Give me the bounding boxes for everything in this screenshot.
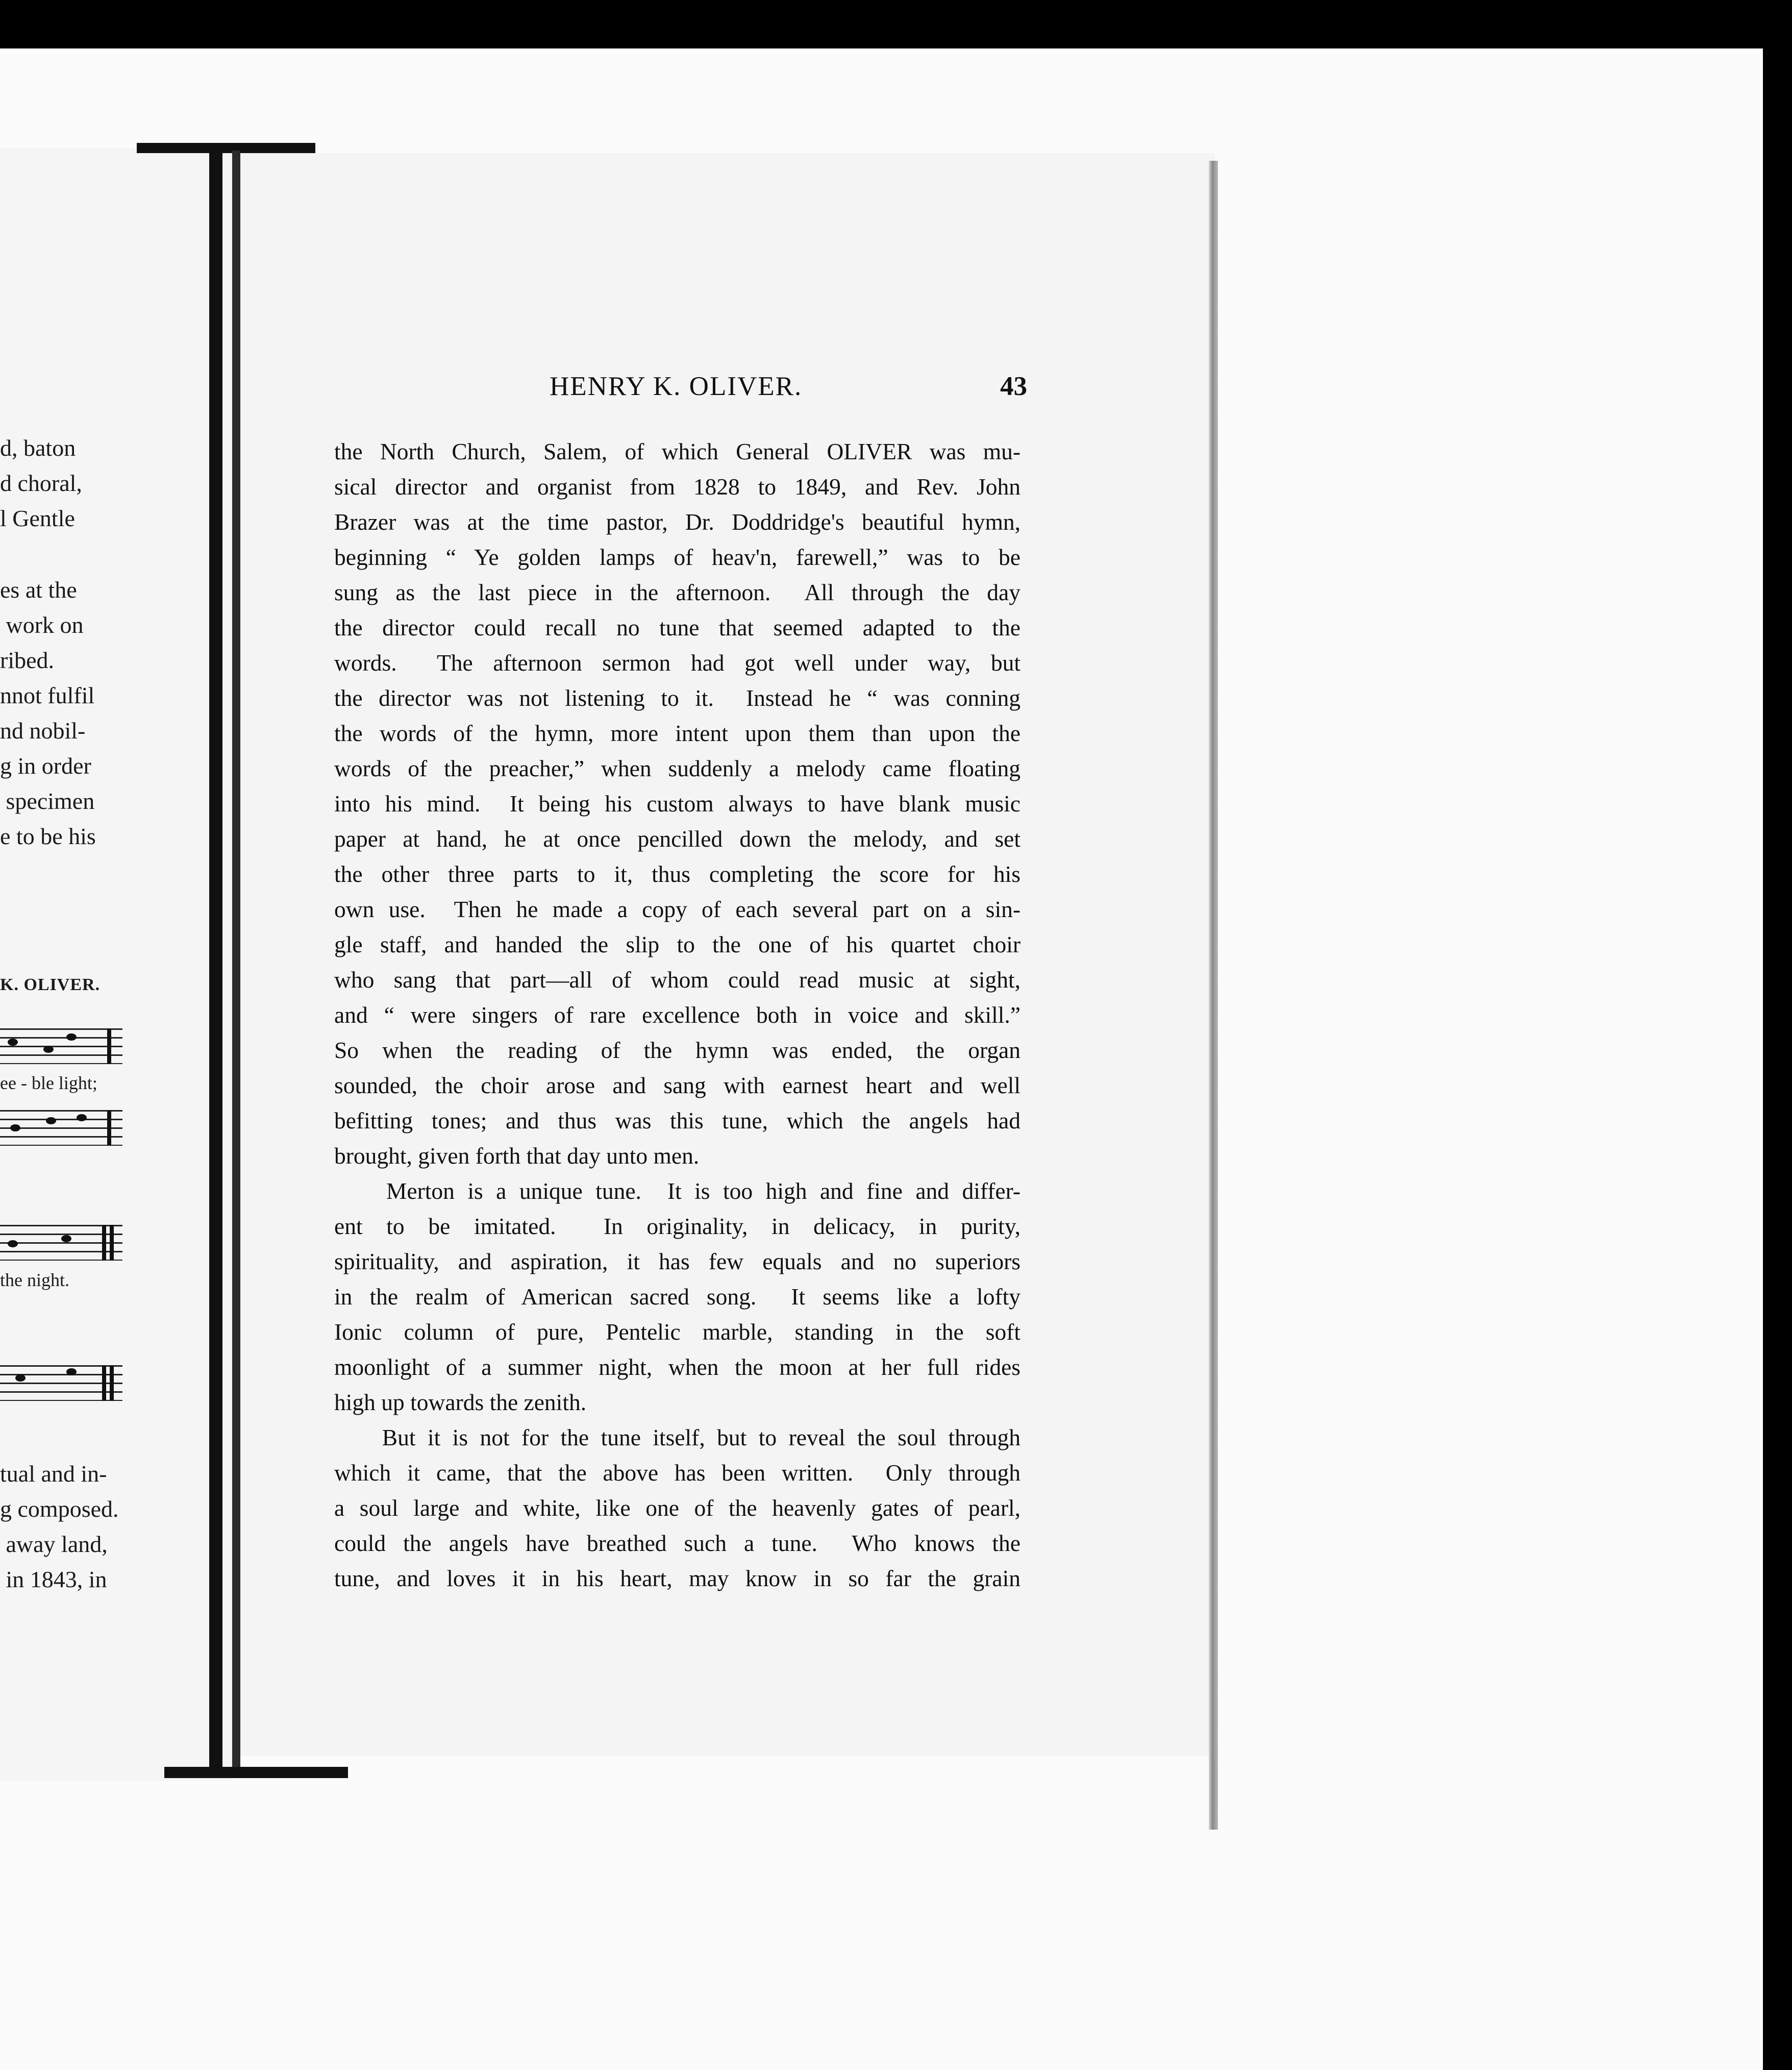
left-page — [0, 148, 232, 1781]
text-line: moonlight of a summer night, when the moon at her full rides — [334, 1354, 1021, 1380]
text-line: could the angels have breathed such a tune. Who knows the — [334, 1530, 1021, 1556]
left-page-line: g composed. — [0, 1496, 119, 1522]
text-line: and “ were singers of rare excellence both in voice and skill.” — [334, 1002, 1021, 1028]
text-line: paper at hand, he at once pencilled down the melody, and set — [334, 826, 1021, 852]
text-line: tune, and loves it in his heart, may know in so far the grain — [334, 1565, 1021, 1591]
music-staff-2 — [0, 1110, 122, 1146]
music-staff-1 — [0, 1028, 122, 1064]
text-line: sung as the last piece in the afternoon. All through the day — [334, 579, 1021, 605]
left-page-line: tual and in- — [0, 1461, 107, 1487]
binding-spine — [209, 148, 222, 1776]
text-line: beginning “ Ye golden lamps of heav'n, farewell,” was to be — [334, 544, 1021, 570]
body-text — [334, 434, 1021, 1596]
text-line: the director was not listening to it. Instead he “ was conning — [334, 685, 1021, 711]
text-line: So when the reading of the hymn was ended, the organ — [334, 1037, 1021, 1063]
left-page-line: d choral, — [0, 470, 82, 496]
left-page-line: nd nobil- — [0, 718, 86, 744]
left-page-line: e to be his — [0, 823, 96, 849]
text-line: Ionic column of pure, Pentelic marble, standing in the soft — [334, 1319, 1021, 1345]
text-line: gle staff, and handed the slip to the one of his quartet choir — [334, 931, 1021, 957]
left-page-line: work on — [0, 612, 84, 638]
text-line: spirituality, and aspiration, it has few equals and no superiors — [334, 1248, 1021, 1274]
text-line: the director could recall no tune that seemed adapted to the — [334, 614, 1021, 640]
text-line: Brazer was at the time pastor, Dr. Doddridge's beautiful hymn, — [334, 509, 1021, 535]
music-staff-4 — [0, 1365, 122, 1401]
text-line: a soul large and white, like one of the heavenly gates of pearl, — [334, 1495, 1021, 1521]
left-page-line: nnot fulfil — [0, 682, 95, 708]
text-line: sounded, the choir arose and sang with earnest heart and well — [334, 1072, 1021, 1098]
text-line: Merton is a unique tune. It is too high and fine and differ- — [334, 1178, 1021, 1204]
text-line: the North Church, Salem, of which General OLIVER was mu- — [334, 438, 1021, 464]
text-line: the words of the hymn, more intent upon them than upon the — [334, 720, 1021, 746]
text-line: who sang that part—all of whom could read music at sight, — [334, 967, 1021, 993]
music-staff-3 — [0, 1225, 122, 1261]
text-line: the other three parts to it, thus completing the score for his — [334, 861, 1021, 887]
binding-shadow — [232, 151, 240, 1768]
text-line: sical director and organist from 1828 to 1849, and Rev. John — [334, 474, 1021, 500]
left-page-line: away land, — [0, 1531, 108, 1557]
left-page-tune-header: K. OLIVER. — [0, 975, 101, 994]
left-page-line: es at the — [0, 577, 77, 603]
text-line: words of the preacher,” when suddenly a melody came floating — [334, 755, 1021, 781]
text-line: words. The afternoon sermon had got well under way, but — [334, 650, 1021, 676]
left-page-line: g in order — [0, 753, 91, 779]
text-line: own use. Then he made a copy of each several part on a sin- — [334, 896, 1021, 922]
text-line: in the realm of American sacred song. It seems like a lofty — [334, 1284, 1021, 1310]
left-page-line: l Gentle — [0, 505, 75, 531]
left-page-line: in 1843, in — [0, 1566, 107, 1592]
page-number: 43 — [1000, 372, 1027, 401]
text-line: high up towards the zenith. — [334, 1389, 587, 1415]
text-line: But it is not for the tune itself, but to reveal the soul through — [334, 1424, 1021, 1450]
left-page-lyric-2: the night. — [0, 1270, 69, 1290]
left-page-line: d, baton — [0, 435, 76, 461]
text-line: brought, given forth that day unto men. — [334, 1143, 700, 1169]
binding-top-edge — [137, 143, 315, 153]
page-edge — [1209, 161, 1218, 1830]
text-line: which it came, that the above has been written. Only through — [334, 1460, 1021, 1486]
text-line: into his mind. It being his custom always to have blank music — [334, 791, 1021, 817]
left-page-lyric-1: ee - ble light; — [0, 1073, 97, 1093]
left-page-line: ribed. — [0, 647, 55, 673]
binding-bottom-edge — [164, 1767, 348, 1778]
text-line: ent to be imitated. In originality, in delicacy, in purity, — [334, 1213, 1021, 1239]
left-page-line: specimen — [0, 788, 95, 814]
running-head: HENRY K. OLIVER. — [550, 372, 803, 401]
text-line: befitting tones; and thus was this tune, which the angels had — [334, 1107, 1021, 1133]
